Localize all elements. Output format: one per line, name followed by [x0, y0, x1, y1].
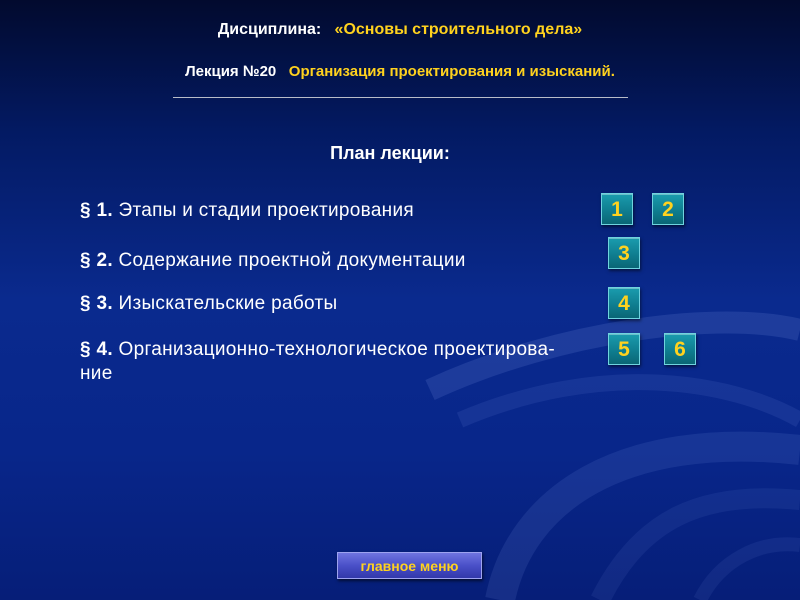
discipline-label: Дисциплина: — [217, 21, 322, 38]
plan-item-text: Содержание проектной документации — [118, 250, 466, 271]
plan-item-text: Этапы и стадии проектирования — [118, 200, 414, 221]
nav-button-2[interactable]: 2 — [652, 193, 684, 225]
plan-item-number: § 3. — [80, 293, 113, 314]
nav-button-1[interactable]: 1 — [601, 193, 633, 225]
plan-item-3 — [80, 292, 560, 316]
discipline-header — [0, 21, 800, 39]
plan-item-4 — [80, 338, 560, 386]
plan-item-1 — [80, 199, 560, 223]
plan-item-number: § 4. — [80, 339, 113, 360]
nav-button-3[interactable]: 3 — [608, 237, 640, 269]
header-divider — [173, 97, 628, 98]
lecture-title: Организация проектирования и изысканий. — [288, 63, 615, 80]
discipline-title: «Основы строительного дела» — [334, 21, 583, 38]
lecture-header — [0, 63, 800, 80]
lecture-label: Лекция №20 — [185, 63, 277, 80]
plan-item-number: § 1. — [80, 200, 113, 221]
plan-item-text: Организационно-технологическое проектирова-ние — [80, 339, 555, 384]
plan-item-2 — [80, 249, 560, 273]
nav-button-5[interactable]: 5 — [608, 333, 640, 365]
plan-title: План лекции: — [330, 143, 450, 163]
plan-item-number: § 2. — [80, 250, 113, 271]
main-menu-button[interactable]: главное меню — [337, 552, 482, 579]
plan-item-text: Изыскательские работы — [118, 293, 338, 314]
nav-button-4[interactable]: 4 — [608, 287, 640, 319]
nav-button-6[interactable]: 6 — [664, 333, 696, 365]
